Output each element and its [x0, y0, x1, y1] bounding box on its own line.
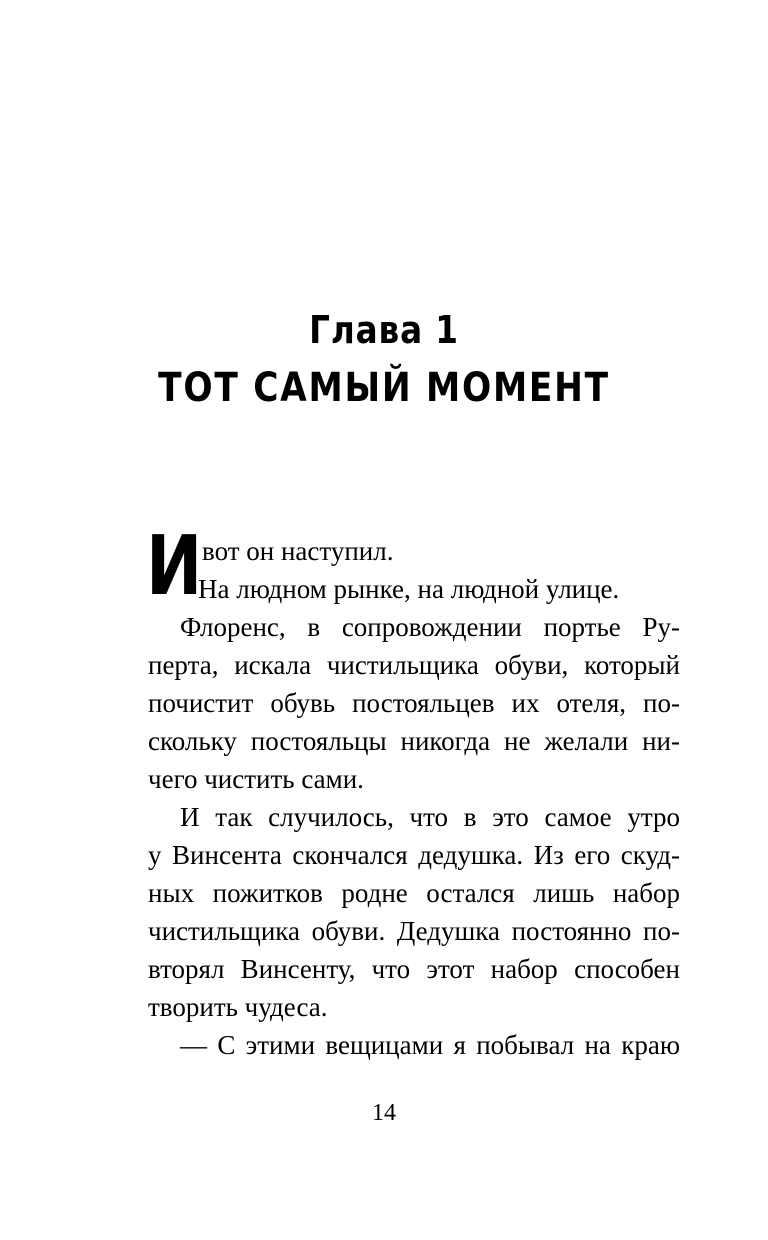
text-line: чистильщика обуви. Дедушка постоянно по-	[148, 916, 680, 946]
text-line: вот он наступил.	[202, 536, 394, 566]
page-number: 14	[372, 1100, 396, 1126]
text-line: перта, искала чистильщика обуви, который	[148, 650, 680, 680]
chapter-number: Глава 1	[309, 308, 459, 352]
text-line: На людном рынке, на людной улице.	[198, 574, 620, 604]
chapter-title: ТОТ САМЫЙ МОМЕНТ	[158, 365, 610, 411]
text-line: почистит обувь постояльцев их отеля, по-	[148, 688, 680, 718]
text-line: ных пожитков родне остался лишь набор	[148, 878, 680, 908]
text-line: — С этими вещицами я побывал на краю	[180, 1030, 680, 1060]
text-line: у Винсента скончался дедушка. Из его скуд-	[148, 840, 680, 870]
text-line: Флоренс, в сопровождении портье Ру-	[180, 612, 680, 642]
text-line: вторял Винсенту, что этот набор способен	[148, 954, 680, 984]
text-line: творить чудеса.	[148, 992, 328, 1022]
text-line: чего чистить сами.	[148, 764, 364, 794]
text-line: скольку постояльцы никогда не желали ни-	[148, 726, 680, 756]
text-line: И так случилось, что в это самое утро	[180, 802, 680, 832]
drop-cap: И	[146, 519, 203, 614]
